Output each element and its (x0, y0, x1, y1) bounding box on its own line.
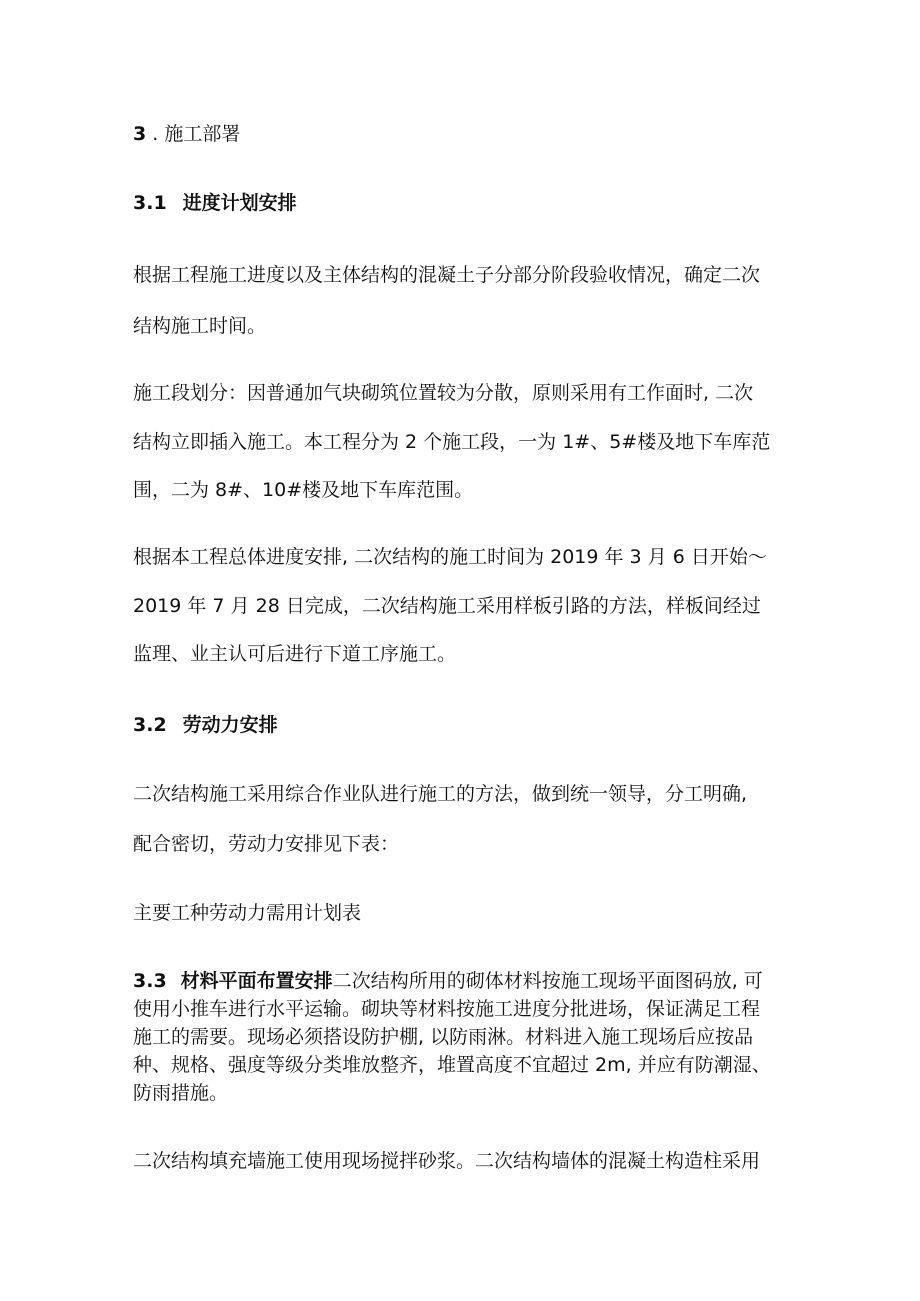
section-3-3-line2: 使用小推车进行水平运输。砌块等材料按施工进度分批进场，保证满足工程 (133, 998, 761, 1020)
section-3-3-line1 (133, 969, 763, 993)
para3-line1: 根据本工程总体进度安排, 二次结构的施工时间为 2019 年 3 月 6 日开始～ (133, 546, 767, 568)
section-3-1-heading (133, 191, 297, 215)
para2-line1: 施工段划分：因普通加气块砌筑位置较为分散，原则采用有工作面时, 二次 (133, 382, 754, 404)
para5-line1: 二次结构填充墙施工使用现场搅拌砂浆。二次结构墙体的混凝土构造柱采用 (133, 1150, 761, 1172)
section-3-title: . 施工部署 (146, 123, 241, 145)
para4-line1: 二次结构施工采用综合作业队进行施工的方法，做到统一领导，分工明确, (133, 783, 748, 805)
section-3-3-line1-rest: 二次结构所用的砌体材料按施工现场平面图码放, 可 (332, 970, 763, 992)
para2-line3: 围，二为 8#、10#楼及地下车库范围。 (133, 479, 474, 501)
para2-line2: 结构立即插入施工。本工程分为 2 个施工段，一为 1#、5#楼及地下车库范 (133, 431, 771, 453)
section-3-3-line4: 种、规格、强度等级分类堆放整齐，堆置高度不宜超过 2m, 并应有防潮湿、 (133, 1054, 771, 1076)
section-3-heading (133, 122, 240, 146)
section-3-2-number: 3.2 (133, 714, 167, 736)
section-3-3-title: 材料平面布置安排 (180, 970, 333, 992)
section-3-3-number: 3.3 (133, 970, 167, 992)
section-3-3-line5: 防雨措施。 (133, 1082, 229, 1104)
para1-line1: 根据工程施工进度以及主体结构的混凝土子分部分阶段验收情况，确定二次 (133, 264, 761, 286)
section-3-1-number: 3.1 (133, 192, 167, 214)
section-3-1-title: 进度计划安排 (182, 192, 297, 214)
para4-line2: 配合密切，劳动力安排见下表： (133, 833, 400, 855)
section-3-2-title: 劳动力安排 (182, 714, 278, 736)
section-3-2-heading (133, 713, 278, 737)
para1-line2: 结构施工时间。 (133, 315, 267, 337)
para3-line2: 2019 年 7 月 28 日完成，二次结构施工采用样板引路的方法，样板间经过 (133, 595, 761, 617)
para3-line3: 监理、业主认可后进行下道工序施工。 (133, 643, 457, 665)
section-3-3-line3: 施工的需要。现场必须搭设防护棚, 以防雨淋。材料进入施工现场后应按品 (133, 1026, 754, 1048)
table-caption: 主要工种劳动力需用计划表 (133, 902, 362, 924)
section-3-number: 3 (133, 123, 147, 145)
